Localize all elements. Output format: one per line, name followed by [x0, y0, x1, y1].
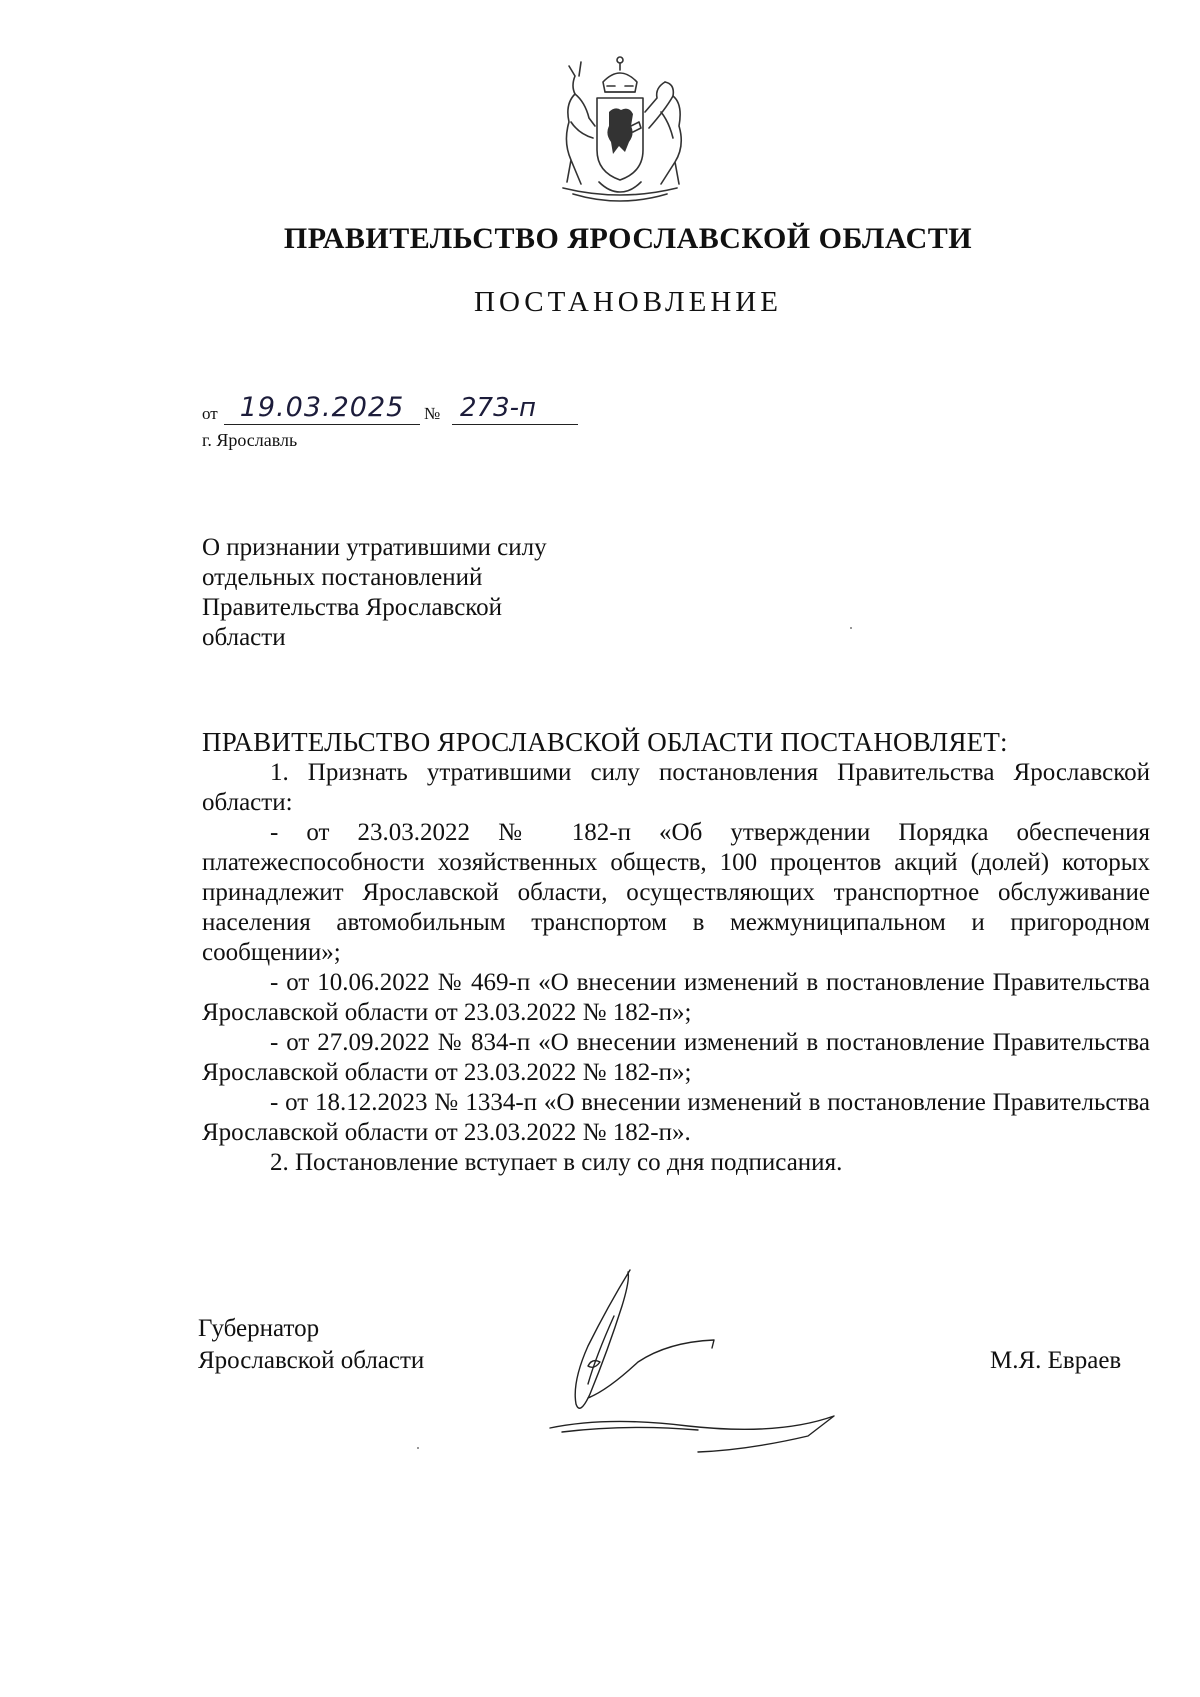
body-paragraph: - от 23.03.2022 № 182-п «Об утверждении Порядка обеспечения платежеспособности хозяйственных обществ, 100 процентов акций (долей) которых принадлежит Ярославской области, осуществляющих транспортное обслуживание населения автомобильным транспортом в межмуниципальном и пригородном сообщении»;	[202, 819, 1150, 966]
body-paragraph: - от 10.06.2022 № 469-п «О внесении изменений в постановление Правительства Ярославской области от 23.03.2022 № 182-п»;	[202, 969, 1150, 1026]
handwritten-signature-icon	[548, 1266, 918, 1456]
government-title: ПРАВИТЕЛЬСТВО ЯРОСЛАВСКОЙ ОБЛАСТИ	[283, 222, 973, 255]
scan-speck	[850, 627, 852, 629]
signer-position-line: Губернатор	[198, 1315, 320, 1342]
document-type: ПОСТАНОВЛЕНИЕ	[474, 286, 782, 318]
signer-position-line: Ярославской области	[198, 1347, 425, 1374]
document-number: 273-п	[452, 392, 578, 425]
subject-line: О признании утратившими силу	[202, 534, 547, 561]
scan-speck	[417, 1447, 419, 1449]
document-date: 19.03.2025	[224, 392, 420, 425]
subject-line: отдельных постановлений	[202, 564, 483, 591]
city: г. Ярославль	[202, 430, 298, 450]
number-label: №	[424, 404, 441, 423]
decree-heading: ПРАВИТЕЛЬСТВО ЯРОСЛАВСКОЙ ОБЛАСТИ ПОСТАНОВЛЯЕТ:	[202, 727, 1008, 757]
body-paragraph: 1. Признать утратившими силу постановления Правительства Ярославской области:	[202, 759, 1150, 816]
body-paragraph: - от 27.09.2022 № 834-п «О внесении изменений в постановление Правительства Ярославской области от 23.03.2022 № 182-п»;	[202, 1029, 1150, 1086]
subject-line: области	[202, 624, 286, 651]
body-paragraph: - от 18.12.2023 № 1334-п «О внесении изменений в постановление Правительства Ярославской области от 23.03.2022 № 182-п».	[202, 1089, 1150, 1146]
document-body	[202, 727, 1150, 1178]
subject-line: Правительства Ярославской	[202, 594, 503, 621]
body-paragraph: 2. Постановление вступает в силу со дня подписания.	[270, 1149, 843, 1176]
date-label: от	[202, 404, 218, 423]
signer-name: М.Я. Евраев	[990, 1347, 1122, 1374]
registration-line	[202, 392, 582, 428]
yaroslavl-coat-of-arms-icon	[545, 42, 695, 212]
signer-position	[198, 1313, 424, 1377]
document-subject	[202, 533, 622, 653]
